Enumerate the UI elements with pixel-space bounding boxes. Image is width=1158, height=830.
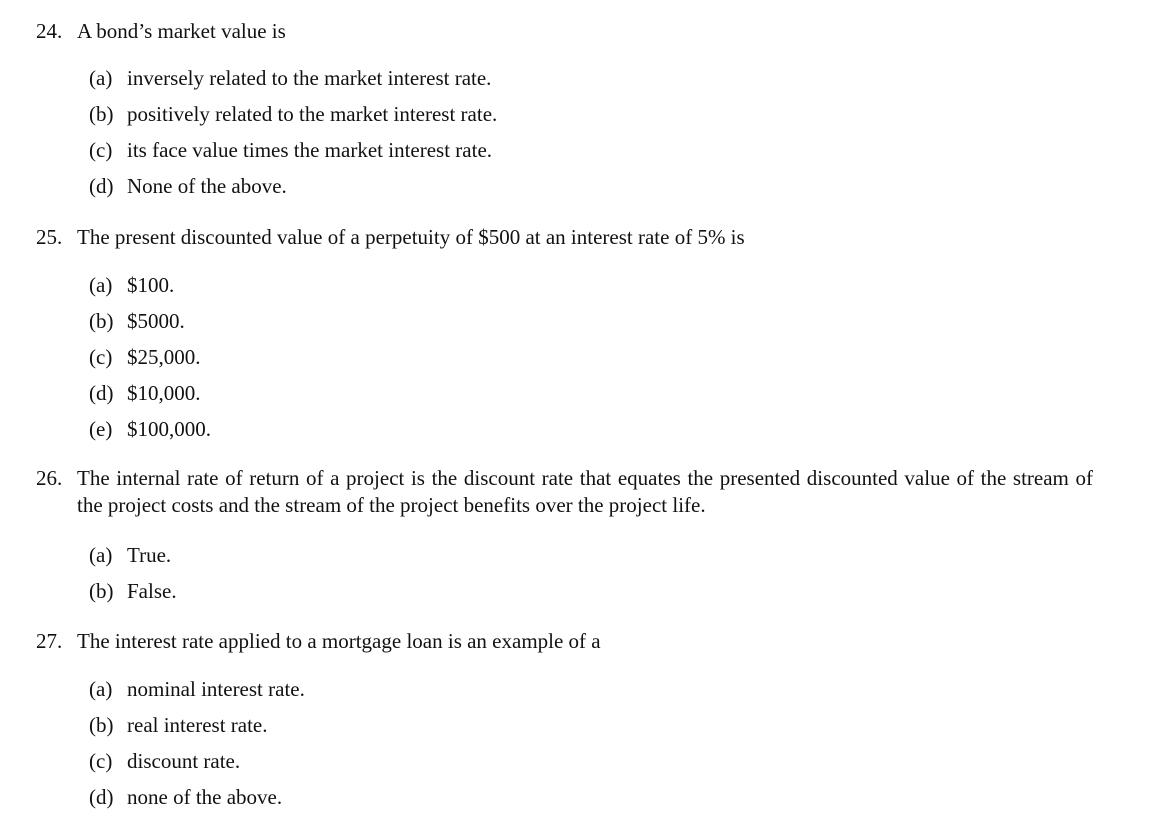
question-number: 27. xyxy=(36,629,63,653)
option-label: (b) xyxy=(89,102,114,126)
option-label: (d) xyxy=(89,381,114,405)
option-label: (c) xyxy=(89,138,113,162)
option-label: (a) xyxy=(89,273,113,297)
option-text: $100,000. xyxy=(127,417,211,441)
option-label: (a) xyxy=(89,66,113,90)
question-number: 24. xyxy=(36,19,63,43)
option-text: $25,000. xyxy=(127,345,201,369)
option-text: positively related to the market interest rate. xyxy=(127,102,498,126)
option-text: None of the above. xyxy=(127,174,287,198)
option-text: inversely related to the market interest rate. xyxy=(127,66,492,90)
option-text: its face value times the market interest rate. xyxy=(127,138,493,162)
option-label: (b) xyxy=(89,713,114,737)
option-label: (e) xyxy=(89,417,113,441)
question-number: 25. xyxy=(36,225,63,249)
question-text: The present discounted value of a perpetuity of $500 at an interest rate of 5% is xyxy=(77,225,745,249)
option-label: (c) xyxy=(89,345,113,369)
option-text: real interest rate. xyxy=(127,713,268,737)
option-label: (a) xyxy=(89,543,113,567)
option-text: $100. xyxy=(127,273,175,297)
option-text: True. xyxy=(127,543,172,567)
option-text: nominal interest rate. xyxy=(127,677,305,701)
option-label: (b) xyxy=(89,579,114,603)
option-text: discount rate. xyxy=(127,749,241,773)
option-text: $5000. xyxy=(127,309,185,333)
option-label: (d) xyxy=(89,785,114,809)
option-text: $10,000. xyxy=(127,381,201,405)
option-label: (b) xyxy=(89,309,114,333)
question-number: 26. xyxy=(36,466,63,490)
option-text: False. xyxy=(127,579,177,603)
question-text: The interest rate applied to a mortgage loan is an example of a xyxy=(77,629,601,653)
option-label: (c) xyxy=(89,749,113,773)
option-label: (d) xyxy=(89,174,114,198)
question-text: A bond’s market value is xyxy=(77,19,286,43)
option-text: none of the above. xyxy=(127,785,283,809)
question-text: The internal rate of return of a project is the discount rate that equates the presented discounted value of the stream of the project costs and the stream of the project benefits over the project life. xyxy=(77,466,1093,517)
option-label: (a) xyxy=(89,677,113,701)
